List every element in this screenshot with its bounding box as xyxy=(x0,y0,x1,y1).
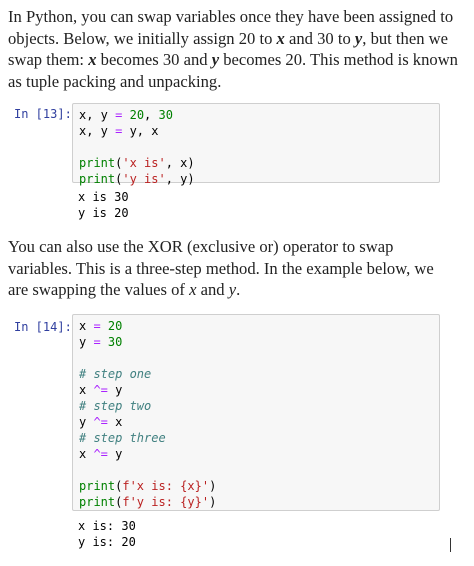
code-line xyxy=(79,350,433,366)
para2-text-2: and xyxy=(196,280,229,299)
para1-var-y: y xyxy=(354,28,363,48)
para1-var-x2: x xyxy=(88,50,97,69)
para1-text-5: becomes 20. This method is known as tuple packing and unpacking. xyxy=(8,50,458,91)
para2-var-x: x xyxy=(189,280,197,299)
code-line: y ^= x xyxy=(79,415,123,429)
output-line: x is 30 xyxy=(78,190,129,204)
cell-14-output xyxy=(78,518,136,550)
code-line: x, y = y, x xyxy=(79,124,159,138)
para1-text-4: becomes 30 and xyxy=(96,50,212,69)
output-line: x is: 30 xyxy=(78,519,136,533)
code-line: print('x is', x) xyxy=(79,156,195,170)
code-line: print(f'x is: {x}') xyxy=(79,479,217,493)
text-cursor xyxy=(450,538,451,552)
para2-text-1: You can also use the XOR (exclusive or) operator to swap variables. This is a three-step method. In the example below, we are swapping the values of xyxy=(8,237,434,299)
code-line: x, y = 20, 30 xyxy=(79,108,173,122)
code-line: x = 20 xyxy=(79,319,123,333)
code-line xyxy=(79,462,433,478)
cell-13-prompt: In [13]: xyxy=(14,107,72,121)
code-comment: # step two xyxy=(79,399,152,413)
code-comment: # step three xyxy=(79,431,166,445)
xor-paragraph xyxy=(8,236,458,301)
code-line: x ^= y xyxy=(79,383,123,397)
para1-var-y2: y xyxy=(211,50,220,69)
para2-text-3: . xyxy=(236,280,241,299)
para1-var-x: x xyxy=(276,28,285,48)
code-comment: # step one xyxy=(79,367,152,381)
cell-14-prompt: In [14]: xyxy=(14,320,72,334)
output-line: y is: 20 xyxy=(78,535,136,549)
intro-paragraph xyxy=(8,6,458,92)
cell-13-input[interactable] xyxy=(72,103,440,186)
code-line: print(f'y is: {y}') xyxy=(79,495,217,509)
output-line: y is 20 xyxy=(78,206,129,220)
para1-text-2: and 30 to xyxy=(284,28,355,48)
code-line: print('y is', y) xyxy=(79,172,195,186)
code-line: x ^= y xyxy=(79,447,123,461)
code-line: y = 30 xyxy=(79,335,123,349)
para2-var-y: y xyxy=(228,280,237,299)
cell-13-output xyxy=(78,189,129,221)
code-line xyxy=(79,139,433,155)
cell-14-input[interactable] xyxy=(72,314,440,511)
para1-text-3: , but then we swap them: xyxy=(8,28,448,69)
para1-text-1: In Python, you can swap variables once they have been assigned to objects. Below, we initially assign 20 to xyxy=(8,7,454,48)
